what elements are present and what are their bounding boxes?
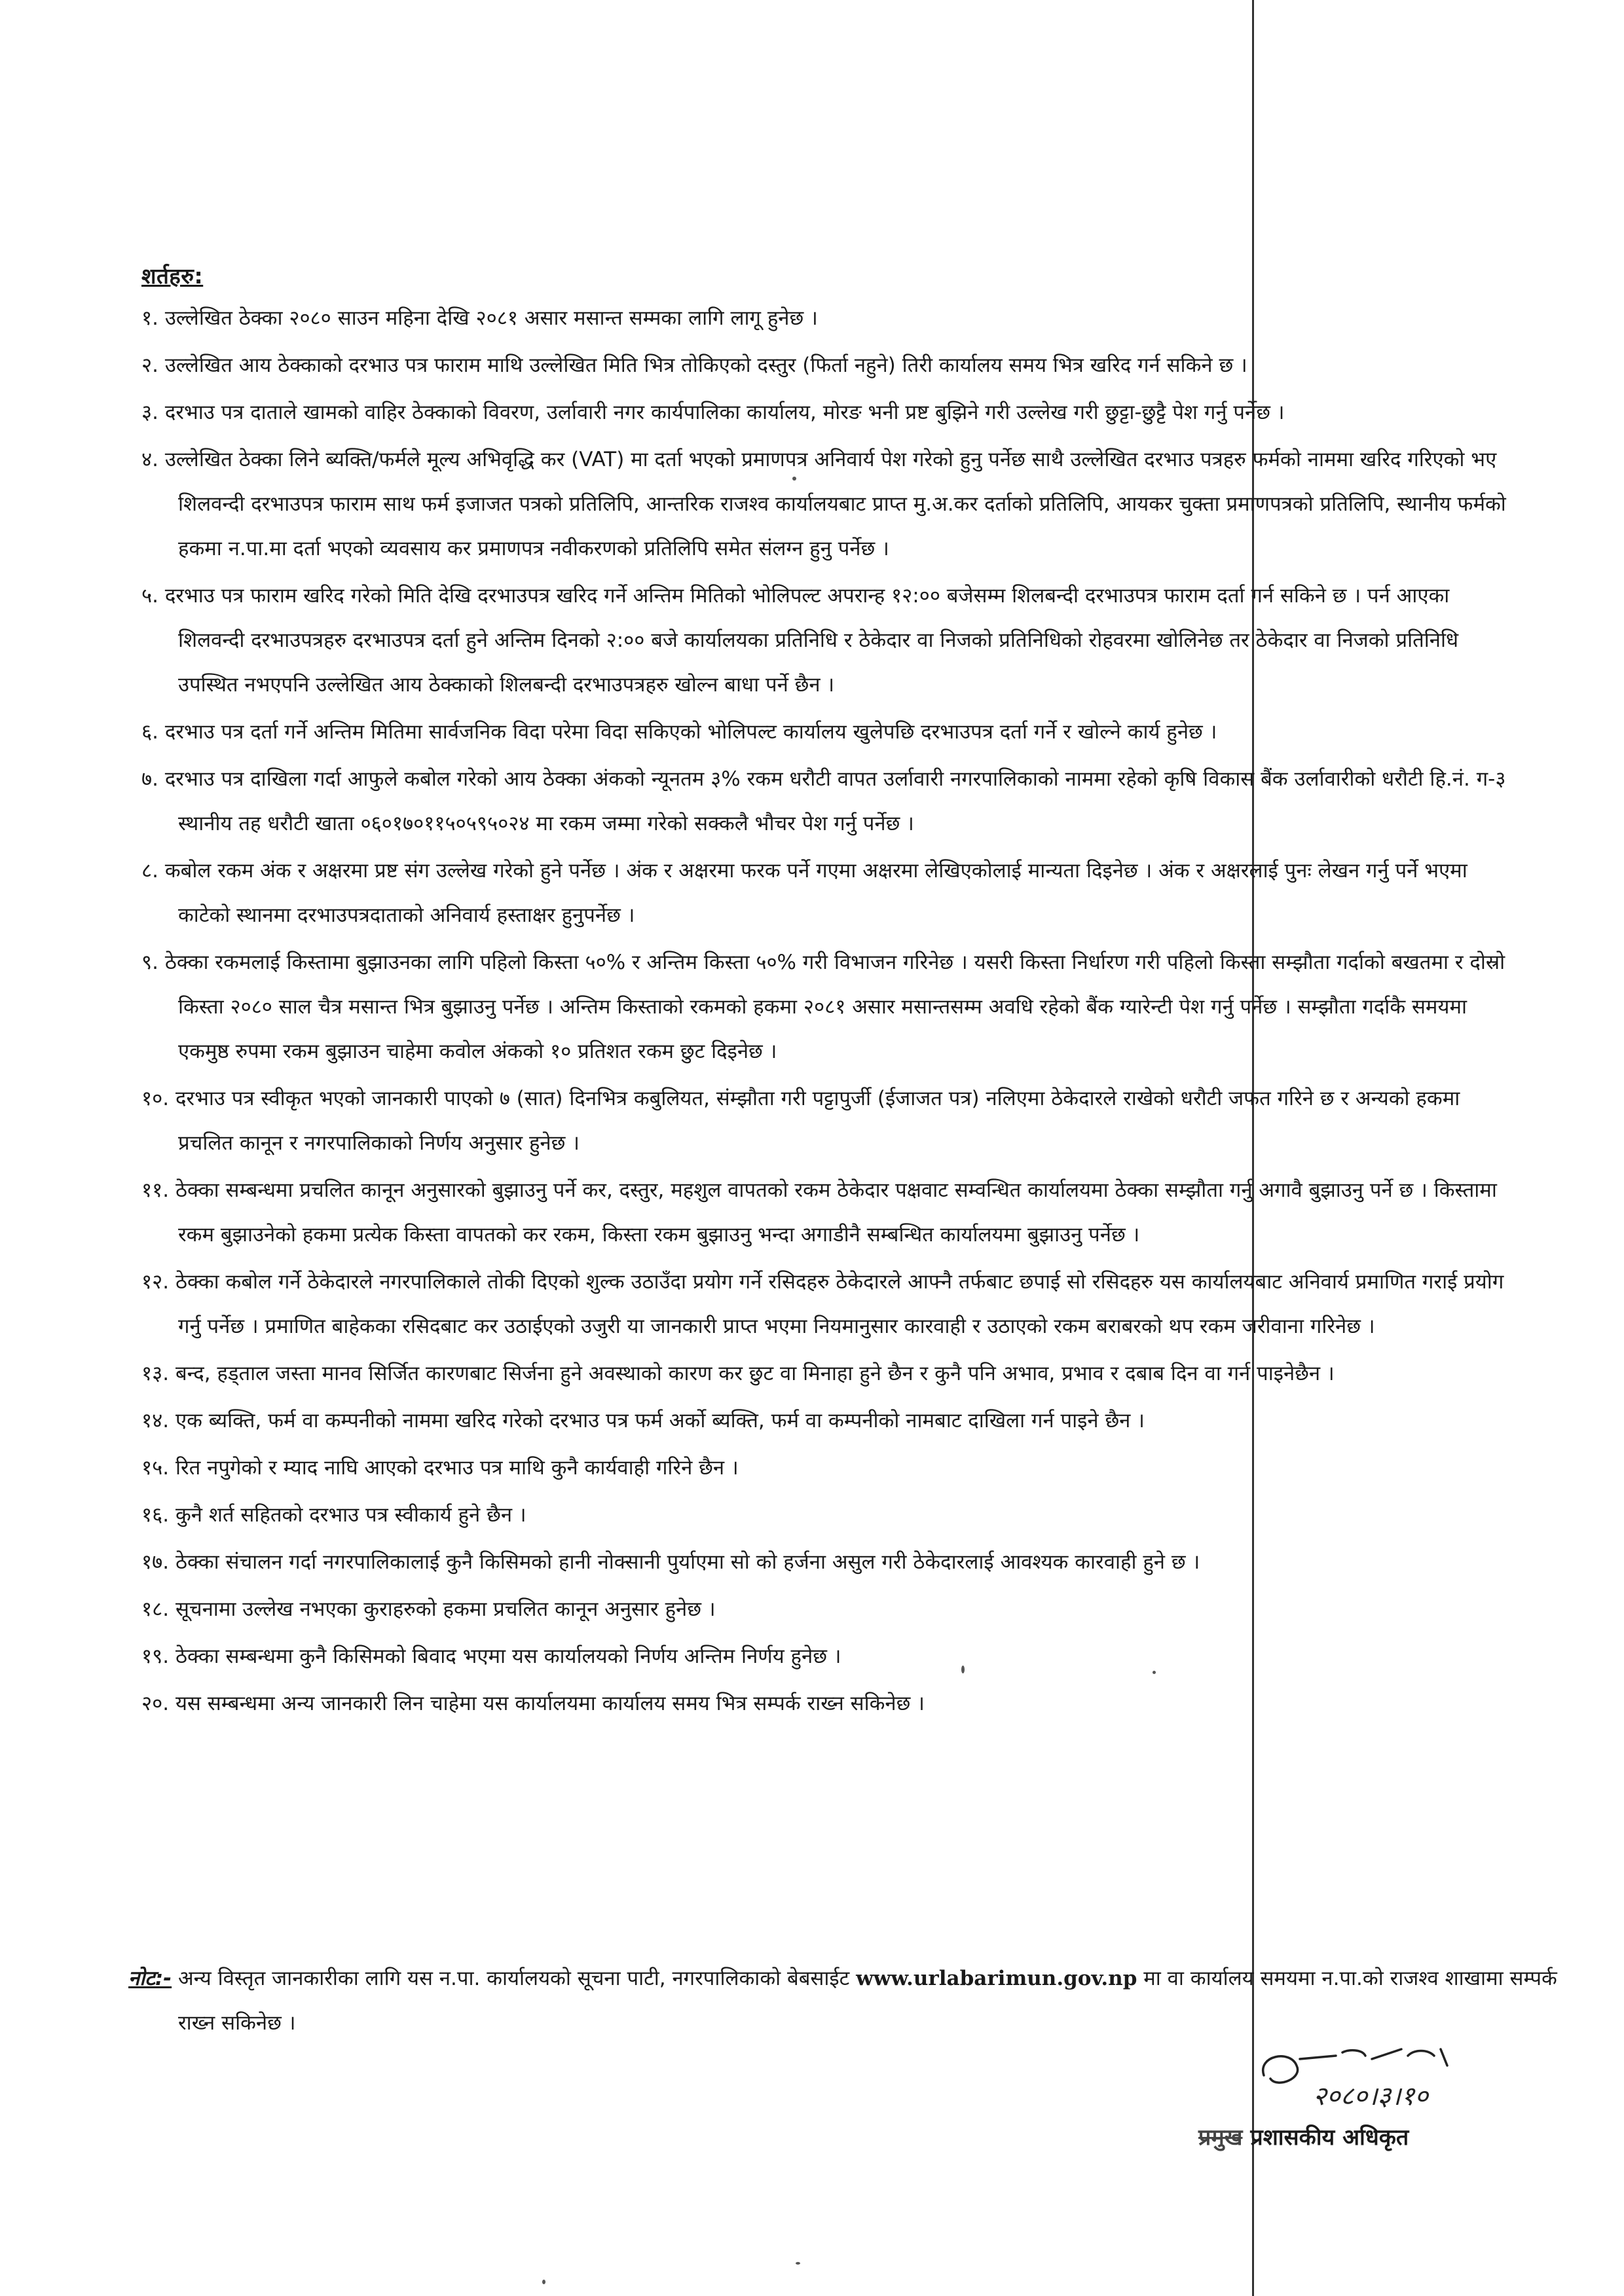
struck-word: प्रमुख	[1198, 2124, 1243, 2151]
condition-item: १९. ठेक्का सम्बन्धमा कुनै किसिमको बिवाद भएमा यस कार्यालयको निर्णय अन्तिम निर्णय हुनेछ ।	[141, 1645, 841, 1668]
note-label: नोट:-	[128, 1967, 172, 1990]
conditions-heading: शर्तहरु:	[141, 263, 204, 289]
condition-item: ९. ठेक्का रकमलाई किस्तामा बुझाउनका लागि पहिलो किस्ता ५०% र अन्तिम किस्ता ५०% गरी विभाजन गरिनेछ । यसरी किस्ता निर्धारण गरी पहिलो किस्ता सम्झौता गर्दाको बखतमा र दोस्रो किस्ता २०८० साल चैत्र मसान्त भित्र बुझाउनु पर्नेछ । अन्तिम किस्ताको रकमको हकमा २०८१ असार मसान्तसम्म अवधि रहेको बैंक ग्यारेन्टी पेश गर्नु पर्नेछ । सम्झौता गर्दाकै समयमा एकमुष्ठ रुपमा रकम बुझाउन चाहेमा कवोल अंकको १० प्रतिशत रकम छुट दिइनेछ ।	[141, 951, 1505, 1063]
condition-item: १६. कुनै शर्त सहितको दरभाउ पत्र स्वीकार्य हुने छैन ।	[141, 1503, 526, 1527]
note-text: अन्य विस्तृत जानकारीका लागि यस न.पा. कार्यालयको सूचना पाटी, नगरपालिकाको बेबसाईट	[172, 1967, 857, 1990]
condition-item: १८. सूचनामा उल्लेख नभएका कुराहरुको हकमा प्रचलित कानून अनुसार हुनेछ ।	[141, 1597, 716, 1621]
condition-item: ४. उल्लेखित ठेक्का लिने ब्यक्ति/फर्मले मूल्य अभिवृद्धि कर (VAT) मा दर्ता भएको प्रमाणपत्र अनिवार्य पेश गरेको हुनु पर्नेछ साथै उल्लेखित दरभाउ पत्रहरु फर्मको नाममा खरिद गरिएको भए शिलवन्दी दरभाउपत्र फाराम साथ फर्म इजाजत पत्रको प्रतिलिपि, आन्तरिक राजश्व कार्यालयबाट प्राप्त मु.अ.कर दर्ताको प्रतिलिपि, आयकर चुक्ता प्रमाणपत्रको प्रतिलिपि, स्थानीय फर्मको हकमा न.पा.मा दर्ता भएको व्यवसाय कर प्रमाणपत्र नवीकरणको प्रतिलिपि समेत संलग्न हुनु पर्नेछ ।	[141, 448, 1506, 560]
scan-speck	[796, 2262, 800, 2265]
condition-item: २. उल्लेखित आय ठेक्काको दरभाउ पत्र फाराम माथि उल्लेखित मिति भित्र तोकिएको दस्तुर (फिर्ता नहुने) तिरी कार्यालय समय भित्र खरिद गर्न सकिने छ ।	[141, 354, 1247, 377]
condition-item: ६. दरभाउ पत्र दर्ता गर्ने अन्तिम मितिमा सार्वजनिक विदा परेमा विदा सकिएको भोलिपल्ट कार्यालय खुलेपछि दरभाउपत्र दर्ता गर्ने र खोल्ने कार्य हुनेछ ।	[141, 720, 1217, 744]
condition-item: १२. ठेक्का कबोल गर्ने ठेकेदारले नगरपालिकाले तोकी दिएको शुल्क उठाउँदा प्रयोग गर्ने रसिदहरु ठेकेदारले आफ्नै तर्फबाट छपाई सो रसिदहरु यस कार्यालयबाट अनिवार्य प्रमाणित गराई प्रयोग गर्नु पर्नेछ । प्रमाणित बाहेकका रसिदबाट कर उठाईएको उजुरी या जानकारी प्राप्त भएमा नियमानुसार कारवाही र उठाएको रकम बराबरको थप रकम जरीवाना गरिनेछ ।	[141, 1270, 1504, 1338]
website-link[interactable]: www.urlabarimun.gov.np	[856, 1967, 1137, 1990]
condition-item: १०. दरभाउ पत्र स्वीकृत भएको जानकारी पाएको ७ (सात) दिनभित्र कबुलियत, संम्झौता गरी पट्टापुर्जी (ईजाजत पत्र) नलिएमा ठेकेदारले राखेको धरौटी जफत गरिने छ र अन्यको हकमा प्रचलित कानून र नगरपालिकाको निर्णय अनुसार हुनेछ ।	[141, 1087, 1460, 1155]
scan-speck	[961, 1666, 965, 1673]
signatory-title	[1198, 2121, 1409, 2151]
officer-title: प्रशासकीय अधिकृत	[1250, 2124, 1409, 2151]
condition-item: १५. रित नपुगेको र म्याद नाघि आएको दरभाउ पत्र माथि कुनै कार्यवाही गरिने छैन ।	[141, 1456, 739, 1480]
condition-item: २०. यस सम्बन्धमा अन्य जानकारी लिन चाहेमा यस कार्यालयमा कार्यालय समय भित्र सम्पर्क राख्न सकिनेछ ।	[141, 1692, 925, 1715]
condition-item: १७. ठेक्का संचालन गर्दा नगरपालिकालाई कुनै किसिमको हानी नोक्सानी पुर्याएमा सो को हर्जना असुल गरी ठेकेदारलाई आवश्यक कारवाही हुने छ ।	[141, 1550, 1200, 1574]
scan-speck	[1153, 1671, 1156, 1674]
condition-item: १४. एक ब्यक्ति, फर्म वा कम्पनीको नाममा खरिद गरेको दरभाउ पत्र फर्म अर्को ब्यक्ति, फर्म वा कम्पनीको नामबाट दाखिला गर्न पाइने छैन ।	[141, 1409, 1145, 1432]
condition-item: ३. दरभाउ पत्र दाताले खामको वाहिर ठेक्काको विवरण, उर्लावारी नगर कार्यपालिका कार्यालय, मोरङ भनी प्रष्ट बुझिने गरी उल्लेख गरी छुट्टा-छुट्टै पेश गर्नु पर्नेछ ।	[141, 401, 1285, 424]
conditions-list	[141, 296, 1517, 1726]
signature-date: २०८०।३।१०	[1313, 2081, 1428, 2111]
scan-speck	[792, 477, 796, 481]
condition-item: ११. ठेक्का सम्बन्धमा प्रचलित कानून अनुसारको बुझाउनु पर्ने कर, दस्तुर, महशुल वापतको रकम ठेकेदार पक्षवाट सम्वन्धित कार्यालयमा ठेक्का सम्झौता गर्नु अगावै बुझाउनु पर्ने छ । किस्तामा रकम बुझाउनेको हकमा प्रत्येक किस्ता वापतको कर रकम, किस्ता रकम बुझाउनु भन्दा अगाडीनै सम्बन्धित कार्यालयमा बुझाउनु पर्नेछ ।	[141, 1178, 1497, 1247]
scan-speck	[542, 2280, 545, 2284]
condition-item: १३. बन्द, हड्ताल जस्ता मानव सिर्जित कारणबाट सिर्जना हुने अवस्थाको कारण कर छुट वा मिनाहा हुने छैन र कुनै पनि अभाव, प्रभाव र दबाब दिन वा गर्न पाइनेछैन ।	[141, 1362, 1335, 1385]
note-text-end: मा वा कार्यालय समयमा न.पा.को राजश्व शाखामा सम्पर्क राख्न सकिनेछ ।	[178, 1967, 1557, 2035]
condition-item: १. उल्लेखित ठेक्का २०८० साउन महिना देखि २०८१ असार मसान्त सम्मका लागि लागू हुनेछ ।	[141, 306, 818, 330]
condition-item: ७. दरभाउ पत्र दाखिला गर्दा आफुले कबोल गरेको आय ठेक्का अंकको न्यूनतम ३% रकम धरौटी वापत उर्लावारी नगरपालिकाको नाममा रहेको कृषि विकास बैंक उर्लावारीको धरौटी हि.नं. ग-३ स्थानीय तह धरौटी खाता ०६०१७०११५०५९५०२४ मा रकम जम्मा गरेको सक्कलै भौचर पेश गर्नु पर्नेछ ।	[141, 767, 1506, 835]
handwritten-signature	[1251, 2030, 1486, 2115]
condition-item: ५. दरभाउ पत्र फाराम खरिद गरेको मिति देखि दरभाउपत्र खरिद गर्ने अन्तिम मितिको भोलिपल्ट अपरान्ह १२:०० बजेसम्म शिलबन्दी दरभाउपत्र फाराम दर्ता गर्न सकिने छ । पर्न आएका शिलवन्दी दरभाउपत्रहरु दरभाउपत्र दर्ता हुने अन्तिम दिनको २:०० बजे कार्यालयका प्रतिनिधि र ठेकेदार वा निजको प्रतिनिधिको रोहवरमा खोलिनेछ तर ठेकेदार वा निजको प्रतिनिधि उपस्थित नभएपनि उल्लेखित आय ठेक्काको शिलबन्दी दरभाउपत्रहरु खोल्न बाधा पर्ने छैन ।	[141, 584, 1459, 697]
condition-item: ८. कबोल रकम अंक र अक्षरमा प्रष्ट संग उल्लेख गरेको हुने पर्नेछ । अंक र अक्षरमा फरक पर्ने गएमा अक्षरमा लेखिएकोलाई मान्यता दिइनेछ । अंक र अक्षरलाई पुनः लेखन गर्नु पर्ने भएमा काटेको स्थानमा दरभाउपत्रदाताको अनिवार्य हस्ताक्षर हुनुपर्नेछ ।	[141, 859, 1467, 927]
